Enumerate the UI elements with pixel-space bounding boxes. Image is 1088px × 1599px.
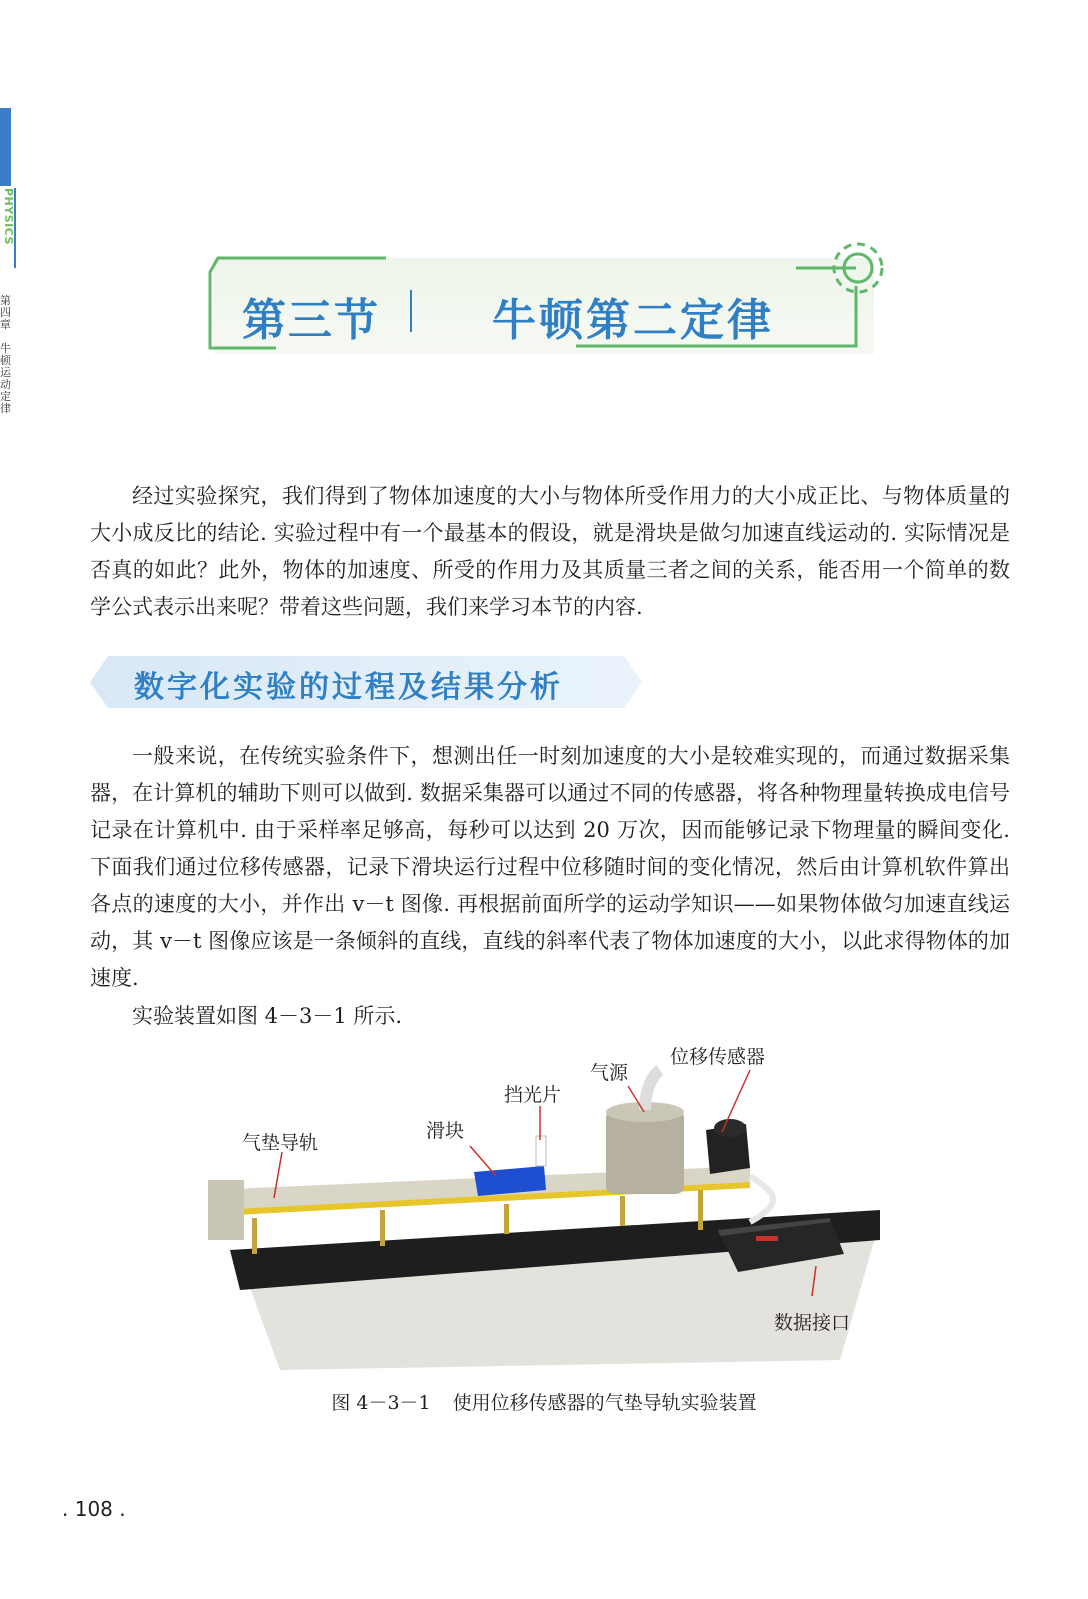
- label-slider: 滑块: [426, 1120, 465, 1142]
- section-number: 第三节: [242, 295, 380, 346]
- figure-caption: [0, 1388, 1088, 1415]
- air-track-figure: [190, 1040, 910, 1380]
- side-subject-label: PHYSICS: [2, 188, 15, 245]
- section-title-banner: [196, 238, 896, 368]
- caption-number: 图 4－3－1: [331, 1392, 431, 1414]
- intro-paragraph: 经过实验探究，我们得到了物体加速度的大小与物体所受作用力的大小成正比、与物体质量的大小成反比的结论. 实验过程中有一个最基本的假设，就是滑块是做匀加速直线运动的. 实际情况是否真的如此？此外，物体的加速度、所受的作用力及其质量三者之间的关系，能否用一个简单的数学公式表示出来呢？带着这些问题，我们来学习本节的内容.: [90, 484, 1010, 619]
- figure-reference: 实验装置如图 4－3－1 所示.: [132, 1004, 403, 1028]
- label-air-source: 气源: [590, 1062, 629, 1084]
- title-divider: [410, 290, 412, 332]
- subheading-text: 数字化实验的过程及结果分析: [134, 670, 563, 705]
- side-chapter-tab: [0, 295, 14, 415]
- page-number: . 108 .: [62, 1497, 126, 1521]
- body-paragraph: 一般来说，在传统实验条件下，想测出任一时刻加速度的大小是较难实现的，而通过数据采集器，在计算机的辅助下则可以做到. 数据采集器可以通过不同的传感器，将各种物理量转换成电信号记录在计算机中. 由于采样率足够高，每秒可以达到 20 万次，因而能够记录下物理量的瞬间变化. 下面我们通过位移传感器，记录下滑块运行过程中位移随时间的变化情况，然后由计算机软件算出各点的速度的大小，并作出 v－t 图像. 再根据前面所学的运动学知识——如果物体做匀加速直线运动，其 v－t 图像应该是一条倾斜的直线，直线的斜率代表了物体加速度的大小，以此求得物体的加速度.: [90, 744, 1010, 990]
- side-tab-bar: [0, 108, 11, 186]
- subheading-banner: [86, 656, 644, 708]
- side-subject-tab: [0, 188, 16, 268]
- label-data-port: 数据接口: [774, 1312, 851, 1334]
- side-chapter-number: 第四章: [0, 294, 11, 331]
- label-displacement-sensor: 位移传感器: [670, 1046, 766, 1068]
- label-light-shield: 挡光片: [504, 1084, 562, 1106]
- caption-text: 使用位移传感器的气垫导轨实验装置: [452, 1392, 757, 1414]
- label-air-track: 气垫导轨: [242, 1132, 319, 1154]
- section-title: 牛顿第二定律: [492, 295, 774, 346]
- side-chapter-title: 牛顿运动定律: [0, 342, 11, 415]
